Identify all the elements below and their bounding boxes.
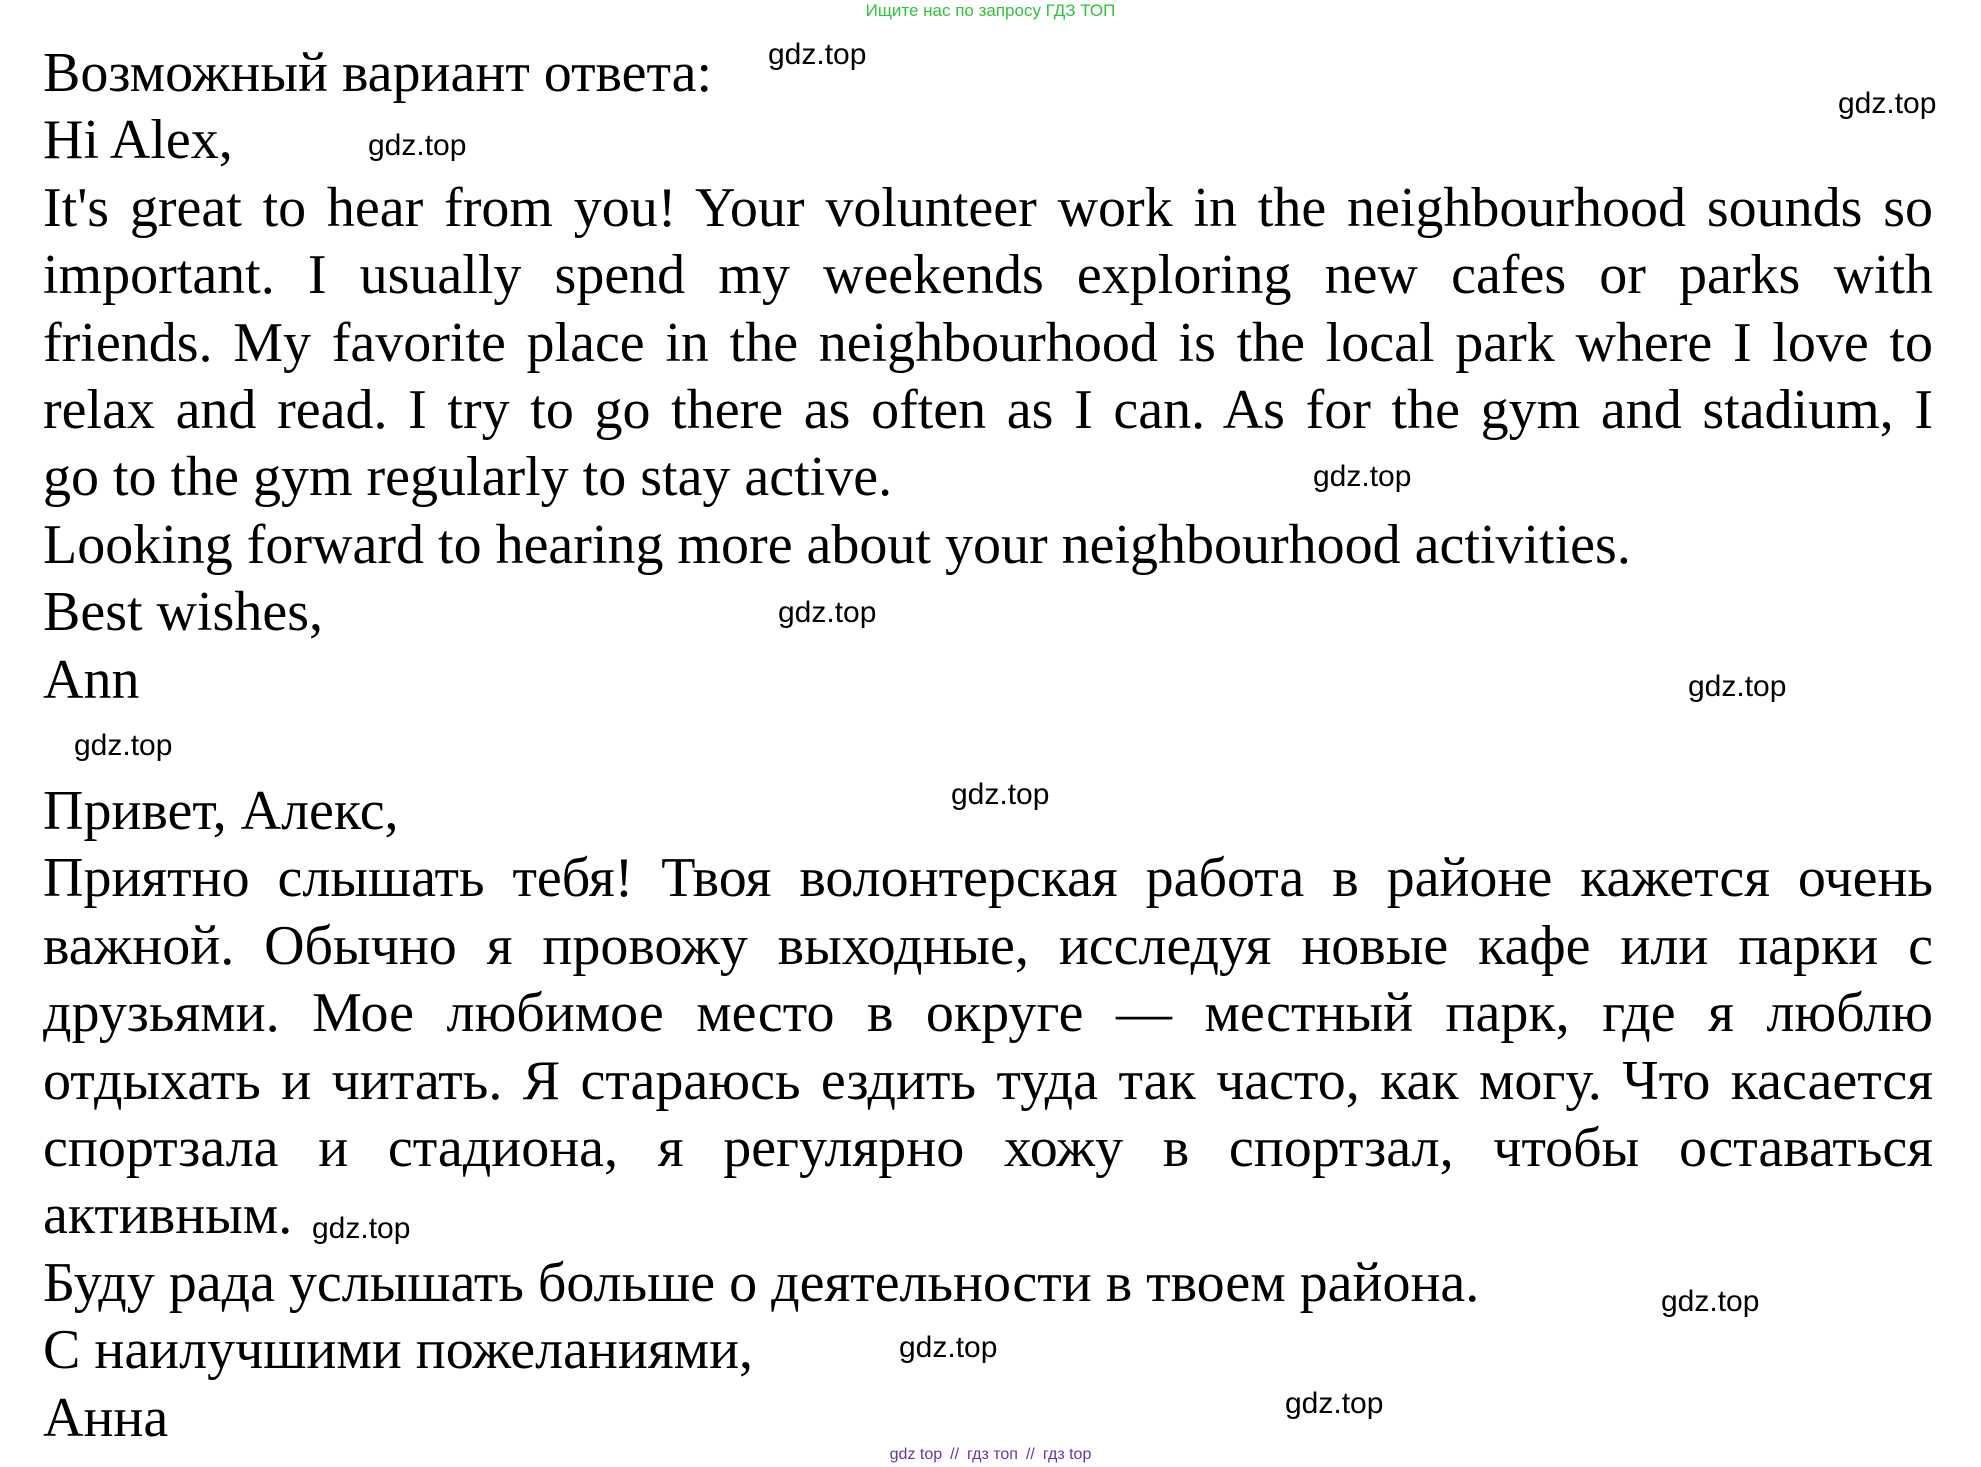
watermark: gdz.top [1661, 1285, 1760, 1318]
site-footer [0, 1446, 1981, 1464]
watermark: gdz.top [768, 38, 867, 71]
footer-item: гдз топ [967, 1446, 1018, 1463]
watermark: gdz.top [1285, 1387, 1384, 1420]
watermark: gdz.top [778, 596, 877, 629]
paragraph-ru-line: активным. [43, 1184, 293, 1247]
answer-intro: Возможный вариант ответа: [43, 42, 713, 104]
footer-separator: // [950, 1446, 960, 1463]
signature-ru: Анна [43, 1386, 169, 1449]
paragraph-en-line: friends. My favorite place in the neighbourhood is the local park where I love to [43, 311, 1933, 374]
watermark: gdz.top [951, 778, 1050, 811]
paragraph-en-line: important. I usually spend my weekends exploring new cafes or parks with [43, 244, 1933, 307]
paragraph-en-line: It's great to hear from you! Your volunteer work in the neighbourhood sounds so [43, 176, 1933, 239]
greeting-en: Hi Alex, [43, 109, 233, 172]
paragraph-ru-line: спортзала и стадиона, я регулярно хожу в спортзал, чтобы оставаться [43, 1117, 1933, 1180]
signoff-ru: С наилучшими пожеланиями, [43, 1319, 754, 1382]
signoff-en: Best wishes, [43, 581, 323, 644]
watermark: gdz.top [74, 729, 173, 762]
footer-separator: // [1025, 1446, 1035, 1463]
closing-line-ru: Буду рада услышать больше о деятельности в твоем района. [43, 1251, 1480, 1314]
paragraph-ru-line: Приятно слышать тебя! Твоя волонтерская работа в районе кажется очень [43, 847, 1933, 910]
english-answer [43, 40, 1933, 714]
paragraph-en-line: go to the gym regularly to stay active. [43, 446, 893, 509]
signature-en: Ann [43, 648, 140, 711]
paragraph-ru-line: отдыхать и читать. Я стараюсь ездить туда так часто, как могу. Что касается [43, 1049, 1933, 1112]
watermark: gdz.top [368, 129, 467, 162]
footer-item: гдз top [1042, 1446, 1092, 1463]
closing-line-en: Looking forward to hearing more about your neighbourhood activities. [43, 513, 1631, 576]
watermark: gdz.top [312, 1212, 411, 1245]
watermark: gdz.top [1688, 670, 1787, 703]
paragraph-en-line: relax and read. I try to go there as often as I can. As for the gym and stadium, I [43, 379, 1933, 442]
site-banner: Ищите нас по запросу ГДЗ ТОП [865, 1, 1116, 20]
watermark: gdz.top [1313, 460, 1412, 493]
greeting-ru: Привет, Алекс, [43, 780, 399, 842]
paragraph-ru-line: важной. Обычно я провожу выходные, исследуя новые кафе или парки с [43, 914, 1933, 977]
watermark: gdz.top [1838, 87, 1937, 120]
paragraph-ru-line: друзьями. Мое любимое место в округе — местный парк, где я люблю [43, 982, 1933, 1045]
watermark: gdz.top [899, 1331, 998, 1364]
footer-item: gdz top [889, 1446, 943, 1463]
